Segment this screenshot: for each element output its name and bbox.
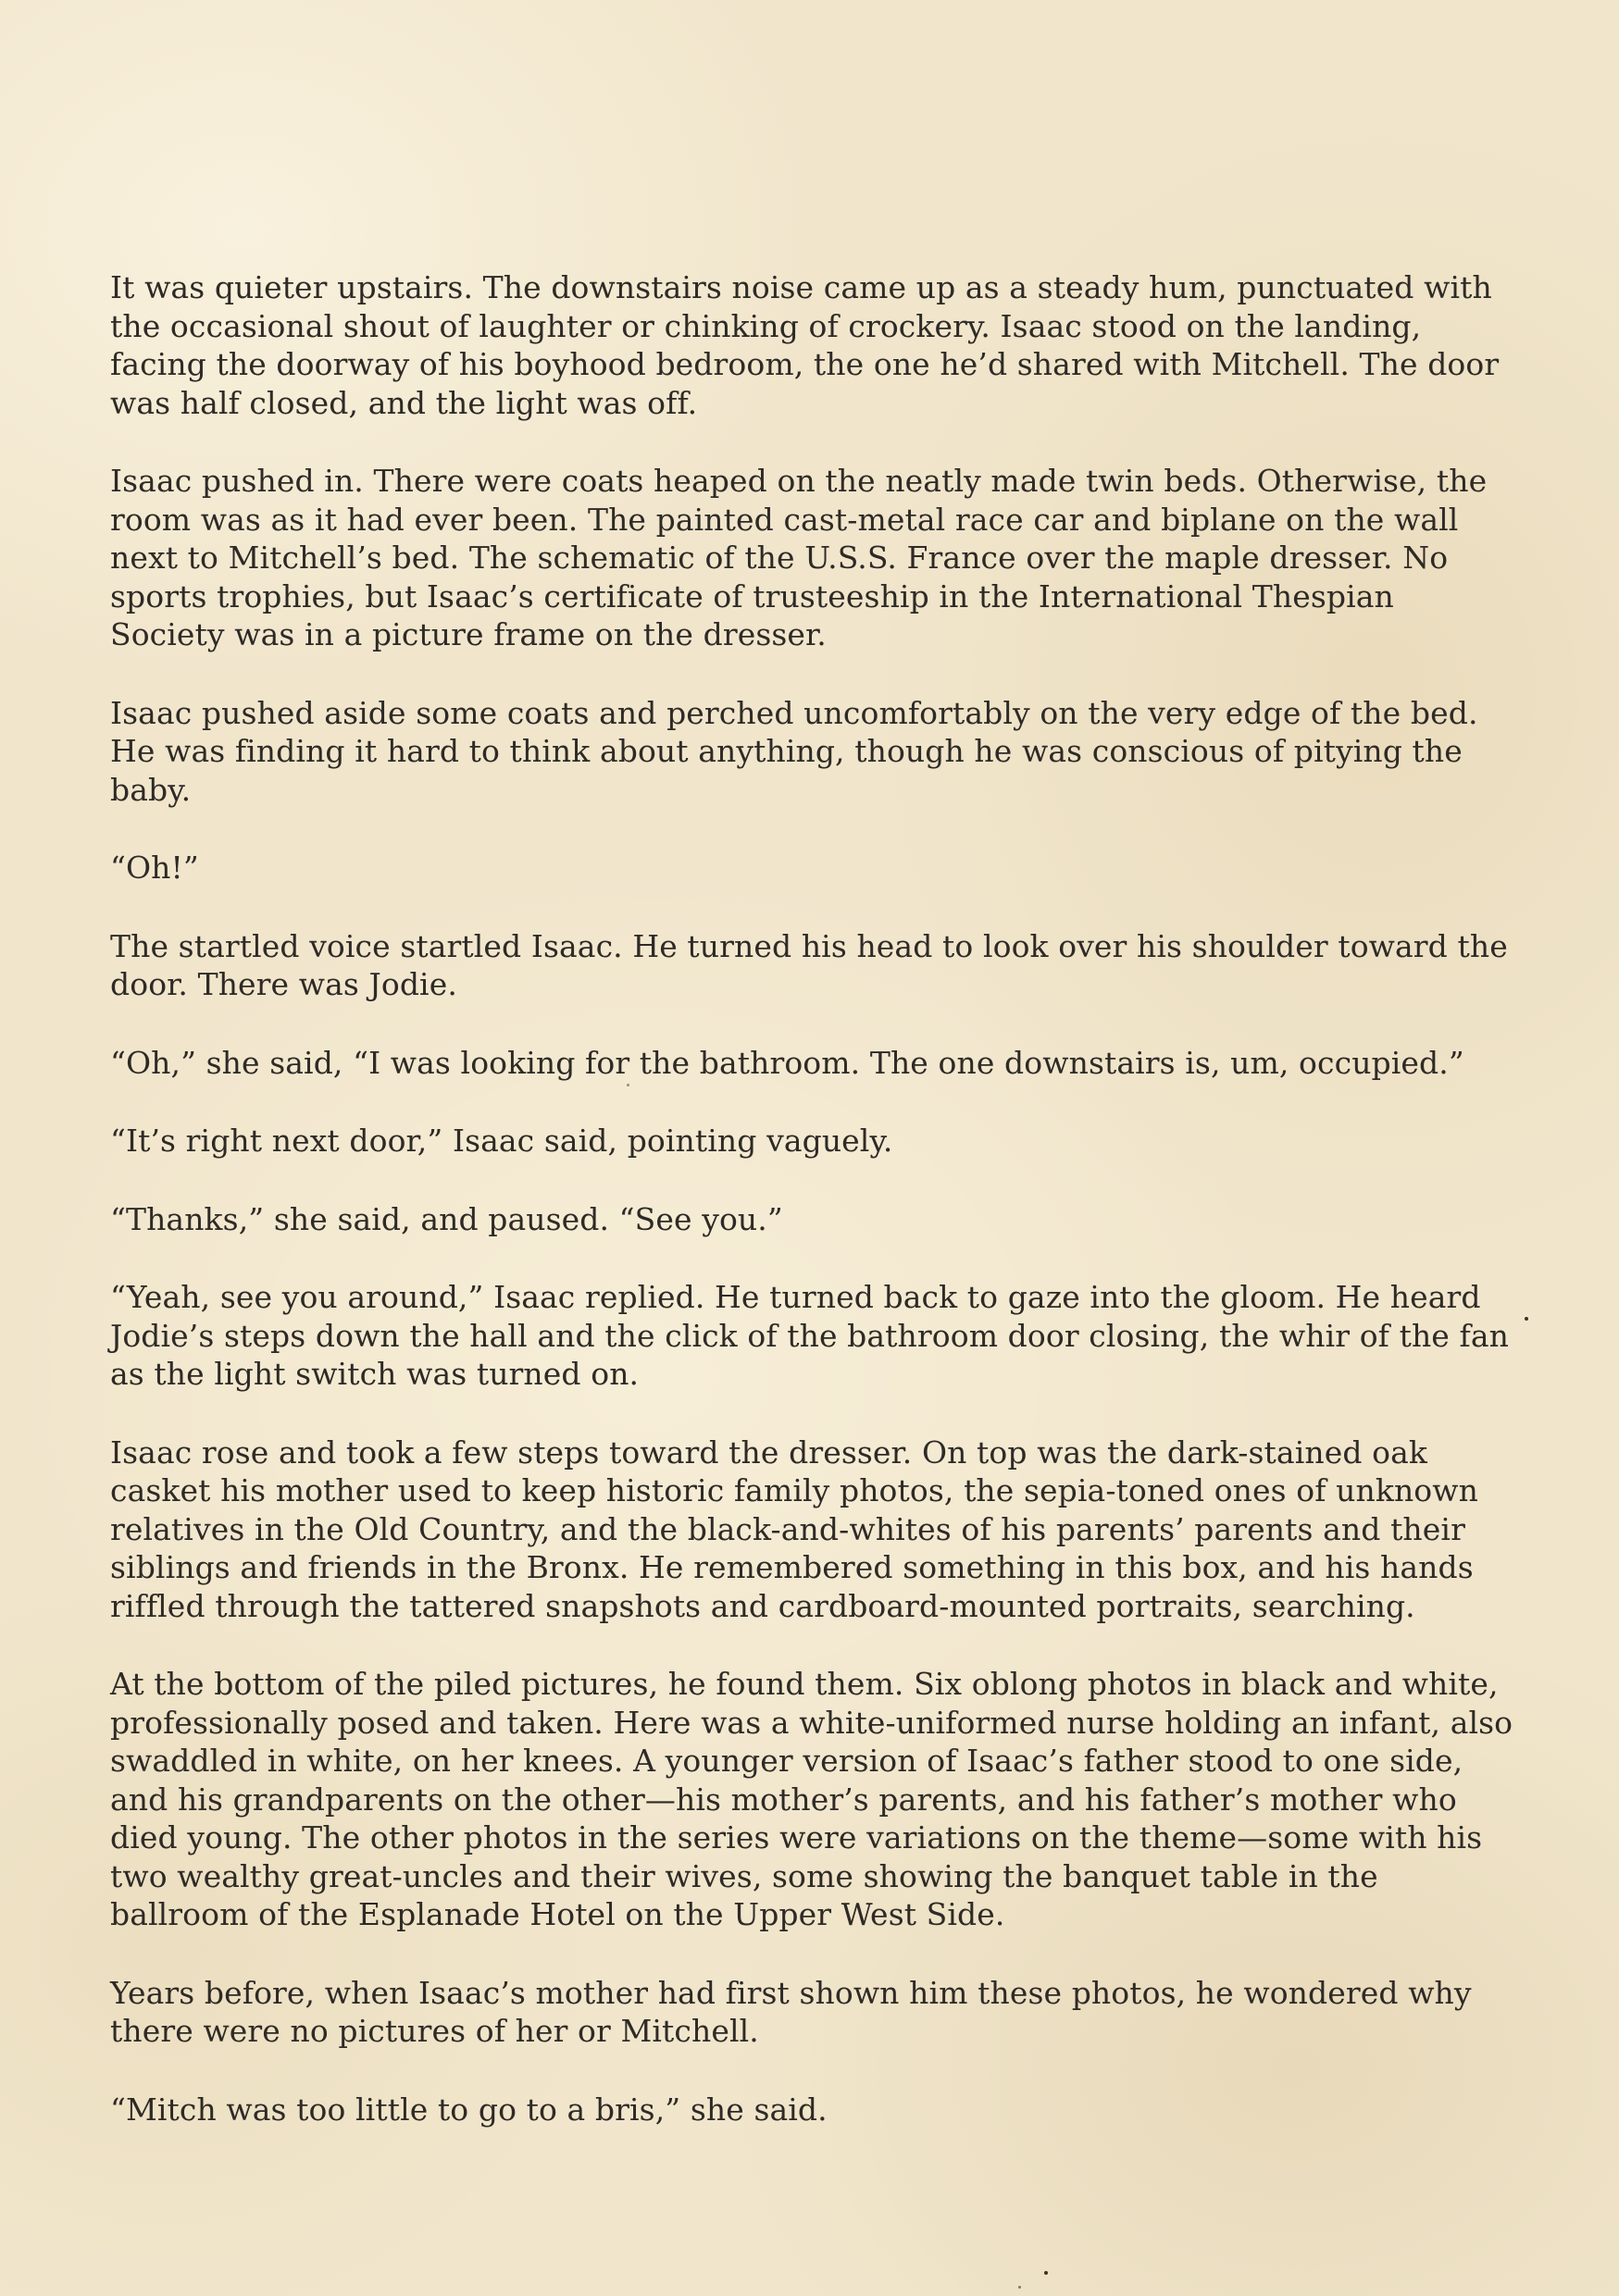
- paper-speck: [1044, 2271, 1048, 2275]
- paragraph: It was quieter upstairs. The downstairs noise came up as a steady hum, punctuated with the occasional shout of laughter or chinking of crockery. Isaac stood on the landing, facing the doorway of his boyhood bedroom, the one he’d shared with Mitchell. The door was half closed, and the light was off.: [110, 269, 1500, 421]
- paragraph: Isaac rose and took a few steps toward the dresser. On top was the dark-stained oak casket his mother used to keep historic family photos, the sepia-toned ones of unknown relatives in the Old Country, and the black-and-whites of his parents’ parents and their siblings and friends in the Bronx. He remembered something in this box, and his hands riffled through the tattered snapshots and cardboard-mounted portraits, searching.: [110, 1433, 1478, 1624]
- paragraph: “Oh!”: [110, 850, 199, 886]
- paper-speck: [1525, 1317, 1528, 1321]
- body-text: [110, 268, 1517, 2168]
- paragraph: “Mitch was too little to go to a bris,” she said.: [110, 2091, 828, 2128]
- paragraph: “Yeah, see you around,” Isaac replied. He turned back to gaze into the gloom. He heard Jodie’s steps down the hall and the click of the bathroom door closing, the whir of the fan as the light switch was turned on.: [110, 1279, 1509, 1392]
- paper-speck: [627, 1084, 629, 1086]
- paragraph: Isaac pushed aside some coats and perched uncomfortably on the very edge of the bed. He was finding it hard to think about anything, though he was conscious of pitying the baby.: [110, 694, 1478, 808]
- paragraph: At the bottom of the piled pictures, he found them. Six oblong photos in black and white, professionally posed and taken. Here was a white-uniformed nurse holding an infant, also swaddled in white, on her knees. A younger version of Isaac’s father stood to one side, and his grandparents on the other—his mother’s parents, and his father’s mother who died young. The other photos in the series were variations on the theme—some with his two wealthy great-uncles and their wives, some showing the banquet table in the ballroom of the Esplanade Hotel on the Upper West Side.: [110, 1666, 1513, 1932]
- paper-speck: [1018, 2286, 1021, 2289]
- paragraph: “Thanks,” she said, and paused. “See you.”: [110, 1200, 783, 1237]
- paragraph: The startled voice startled Isaac. He turned his head to look over his shoulder toward the door. There was Jodie.: [110, 927, 1508, 1002]
- paragraph: Years before, when Isaac’s mother had first shown him these photos, he wondered why there were no pictures of her or Mitchell.: [110, 1974, 1472, 2049]
- paragraph: “It’s right next door,” Isaac said, pointing vaguely.: [110, 1123, 893, 1159]
- paragraph: “Oh,” she said, “I was looking for the bathroom. The one downstairs is, um, occupied.”: [110, 1044, 1464, 1081]
- paragraph: Isaac pushed in. There were coats heaped on the neatly made twin beds. Otherwise, the room was as it had ever been. The painted cast-metal race car and biplane on the wall next to Mitchell’s bed. The schematic of the U.S.S. France over the maple dresser. No sports trophies, but Isaac’s certificate of trusteeship in the International Thespian Society was in a picture frame on the dresser.: [110, 463, 1488, 652]
